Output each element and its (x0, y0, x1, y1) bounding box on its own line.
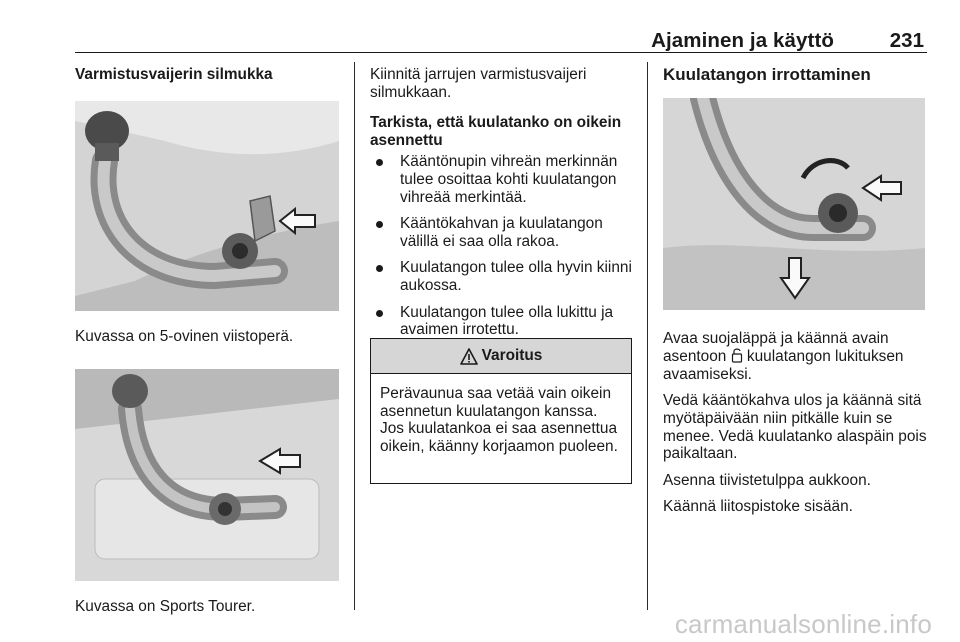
caption-hatchback: Kuvassa on 5-ovinen viistoperä. (75, 327, 294, 345)
warning-triangle-icon (460, 348, 478, 365)
intro-paragraph: Kiinnitä jarrujen varmistusvaijeri silmukkaan. (370, 66, 587, 101)
section-title-removal: Kuulatangon irrottaminen (663, 65, 871, 84)
bullet-icon (376, 265, 383, 272)
page-number: 231 (889, 29, 924, 52)
section-title-safety-cable: Varmistusvaijerin silmukka (75, 66, 273, 83)
photo-tow-bar-hatchback (75, 101, 339, 311)
warning-header (371, 339, 631, 374)
photo-tow-bar-sports-tourer (75, 369, 339, 581)
page-header-title: Ajaminen ja käyttö (651, 29, 834, 52)
caption-sports-tourer: Kuvassa on Sports Tourer. (75, 598, 256, 616)
unlock-position-icon (731, 347, 743, 363)
list-item: Kääntönupin vihreän merkinnän tulee osoittaa kohti kuulatangon vihreää merkintää. (370, 153, 634, 206)
column-left (75, 66, 343, 640)
column-divider-1 (354, 62, 355, 610)
list-item: Kääntökahvan ja kuulatangon välillä ei saa olla rakoa. (370, 215, 634, 250)
column-middle (370, 66, 634, 348)
warning-title: Varoitus (481, 347, 543, 364)
column-divider-2 (647, 62, 648, 610)
warning-box (370, 338, 632, 484)
paragraph-seal-plug: Asenna tiivistetulppa aukkoon. (663, 471, 871, 489)
list-item: Kuulatangon tulee olla hyvin kiinni aukossa. (370, 259, 634, 294)
check-list (370, 153, 634, 338)
tow-bar-illustration-1 (75, 101, 339, 311)
watermark: carmanualsonline.info (674, 609, 932, 639)
tow-bar-removal-illustration (663, 98, 925, 310)
header-rule (75, 52, 927, 53)
tow-bar-illustration-2 (75, 369, 339, 581)
bullet-icon (376, 310, 383, 317)
paragraph-open-cover: Avaa suojaläppä ja käännä avain asentoon kuulatangon lukituksen avaamiseksi. (663, 329, 904, 383)
bullet-icon (376, 221, 383, 228)
paragraph-pull-handle: Vedä kääntökahva ulos ja käännä sitä myötäpäivään niin pitkälle kuin se menee. Vedä kuulatanko alaspäin pois paikaltaan. (663, 392, 927, 463)
warning-text: Perävaunua saa vetää vain oikein asennetun kuulatangon kanssa. Jos kuulatankoa ei saa asennettua oikein, käänny korjaamon puoleen. (380, 385, 618, 455)
check-heading: Tarkista, että kuulatanko on oikein asennettu (370, 114, 622, 149)
paragraph-fold-socket: Käännä liitospistoke sisään. (663, 498, 853, 516)
photo-tow-bar-removal (663, 98, 925, 310)
bullet-icon (376, 159, 383, 166)
list-item: Kuulatangon tulee olla lukittu ja avaimen irrotettu. (370, 304, 634, 339)
column-right (663, 66, 929, 525)
